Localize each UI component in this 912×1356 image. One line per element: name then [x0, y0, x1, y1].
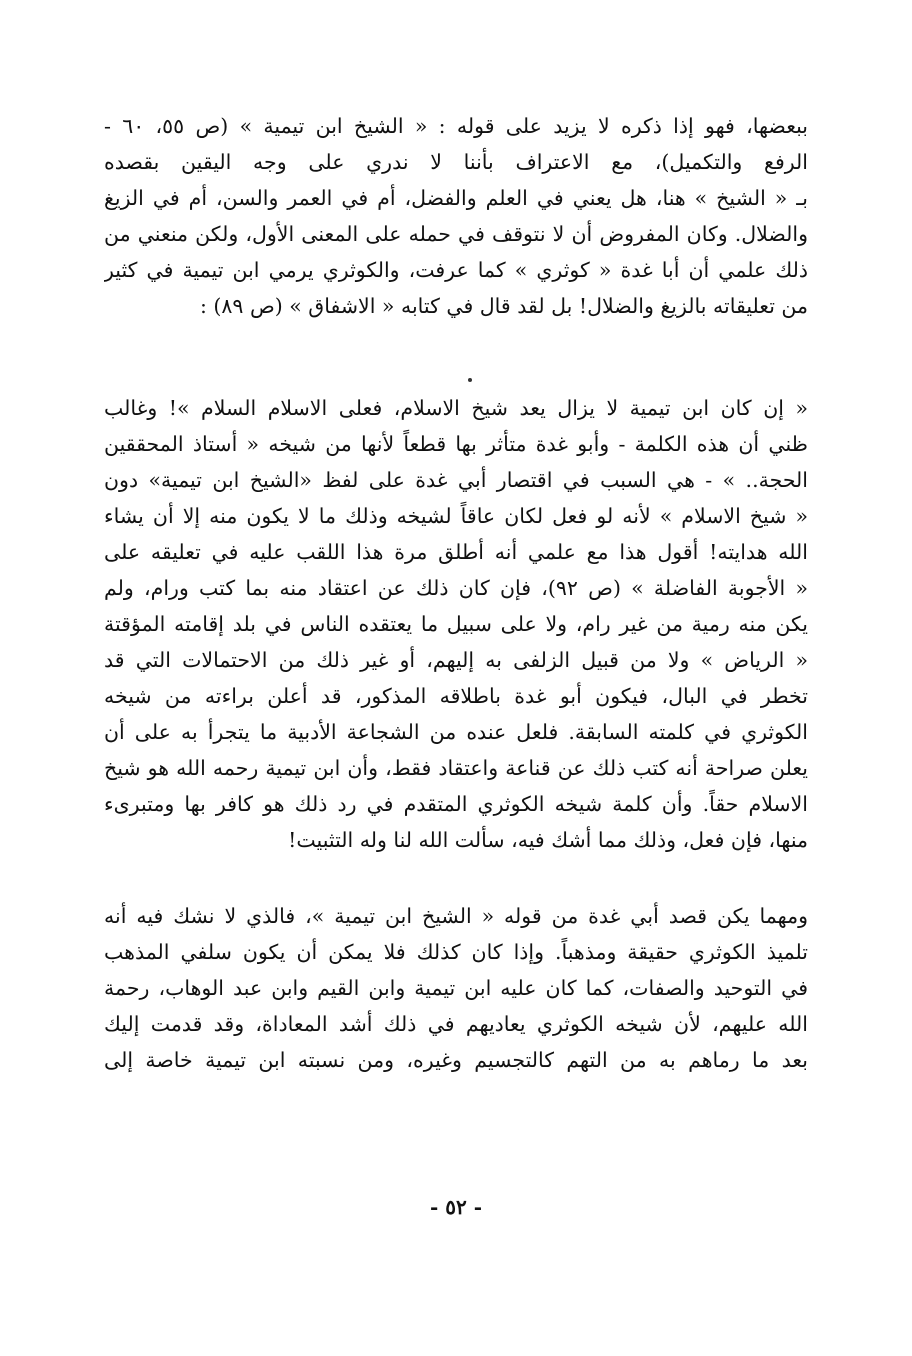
quoted-paragraph — [104, 390, 808, 858]
text-line: ذلك علمي أن أبا غدة « كوثري » كما عرفت، والكوثري يرمي ابن تيمية في كثير — [104, 258, 808, 282]
page-body — [104, 108, 808, 1078]
text-line: الله عليهم، لأن شيخه الكوثري يعاديهم في ذلك أشد المعاداة، وقد قدمت إليك — [104, 1012, 808, 1036]
text-line: من تعليقاته بالزيغ والضلال! بل لقد قال في كتابه « الاشفاق » (ص ٨٩) : — [199, 294, 808, 318]
text-line: الكوثري في كلمته السابقة. فلعل عنده من الشجاعة الأدبية ما يتجرأ به على أن — [104, 720, 808, 744]
text-line: بعد ما رماهم به من التهم كالتجسيم وغيره، ومن نسبته ابن تيمية خاصة إلى — [104, 1048, 808, 1072]
text-line: تلميذ الكوثري حقيقة ومذهباً. وإذا كان كذلك فلا يمكن أن يكون سلفي المذهب — [104, 940, 808, 964]
text-line: منها، فإن فعل، وذلك مما أشك فيه، سألت الله لنا وله التثبيت! — [288, 828, 808, 852]
text-line: في التوحيد والصفات، كما كان عليه ابن تيمية وابن القيم وابن عبد الوهاب، رحمة — [104, 976, 808, 1000]
text-line: « الأجوبة الفاضلة » (ص ٩٢)، فإن كان ذلك عن اعتقاد منه بما كتب ورام، ولم — [104, 576, 808, 600]
text-line: يعلن صراحة أنه كتب ذلك عن قناعة واعتقاد فقط، وأن ابن تيمية رحمه الله هو شيخ — [104, 756, 808, 780]
separator-dot — [468, 378, 472, 382]
text-line: الاسلام حقاً. وأن كلمة شيخه الكوثري المتقدم في رد ذلك هو كافر بها ومتبرىء — [104, 792, 808, 816]
text-line: « إن كان ابن تيمية لا يزال يعد شيخ الاسلام، فعلى الاسلام السلام »! وغالب — [104, 396, 808, 420]
page-number: - ٥٢ - — [429, 1195, 482, 1219]
text-line: ومهما يكن قصد أبي غدة من قوله « الشيخ ابن تيمية »، فالذي لا نشك فيه أنه — [104, 904, 808, 928]
text-line: الله هدايته! أقول هذا مع علمي أنه أطلق مرة هذا اللقب عليه في تعليقه على — [104, 540, 808, 564]
text-line: « الرياض » ولا من قبيل الزلفى به إليهم، أو غير ذلك من الاحتمالات التي قد — [104, 648, 808, 672]
paragraph — [104, 108, 808, 324]
text-line: الرفع والتكميل)، مع الاعتراف بأننا لا ندري على وجه اليقين بقصده — [104, 150, 808, 174]
text-line: ظني أن هذه الكلمة - وأبو غدة متأثر بها قطعاً لأنها من شيخه « أستاذ المحققين — [104, 432, 808, 456]
text-line: تخطر في البال، فيكون أبو غدة باطلاقه المذكور، قد أعلن براءته من شيخه — [104, 684, 808, 708]
text-line: الحجة.. » - هي السبب في اقتصار أبي غدة على لفظ «الشيخ ابن تيمية» دون — [104, 468, 808, 492]
text-line: ببعضها، فهو إذا ذكره لا يزيد على قوله : « الشيخ ابن تيمية » (ص ٥٥، ٦٠ - — [104, 114, 808, 138]
text-line: والضلال. وكان المفروض أن لا نتوقف في حمله على المعنى الأول، ولكن منعني من — [104, 222, 808, 246]
paragraph — [104, 898, 808, 1078]
text-line: يكن منه رمية من غير رام، ولا على سبيل ما يعتقده الناس في بلد إقامته المؤقتة — [104, 612, 808, 636]
text-line: « شيخ الاسلام » لأنه لو فعل لكان عاقاً لشيخه وذلك ما لا يكون منه إلا أن يشاء — [104, 504, 808, 528]
text-line: بـ « الشيخ » هنا، هل يعني في العلم والفضل، أم في العمر والسن، أم في الزيغ — [104, 186, 808, 210]
